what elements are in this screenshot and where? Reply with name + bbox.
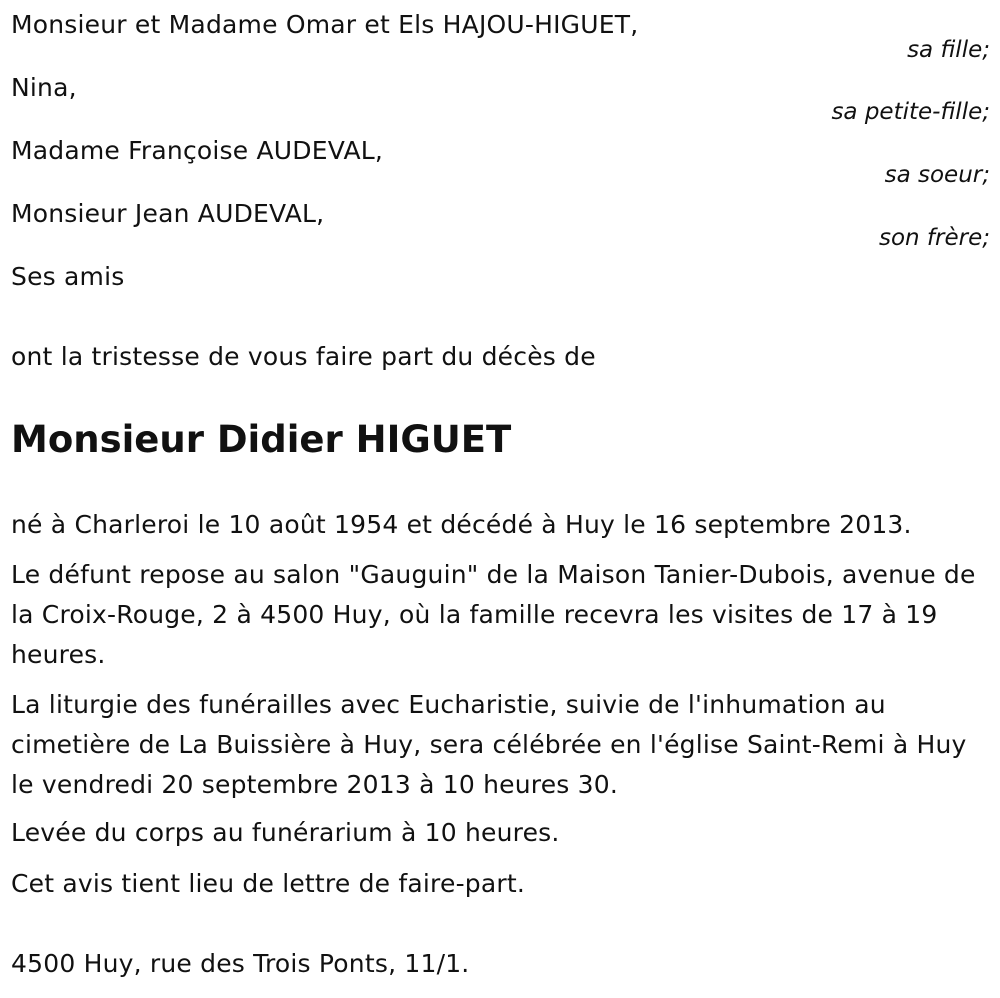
birth-death-paragraph: né à Charleroi le 10 août 1954 et décédé à Huy le 16 septembre 2013.	[11, 510, 912, 539]
friends-line: Ses amis	[11, 262, 125, 291]
deceased-name: Monsieur Didier HIGUET	[11, 418, 512, 461]
address-line: 4500 Huy, rue des Trois Ponts, 11/1.	[11, 949, 470, 978]
levee-paragraph: Levée du corps au funérarium à 10 heures.	[11, 818, 560, 847]
family-member-name: Monsieur Jean AUDEVAL,	[11, 199, 325, 228]
family-member-relation: sa fille;	[907, 37, 990, 63]
announcement-line: ont la tristesse de vous faire part du décès de	[11, 342, 596, 371]
family-member-name: Madame Françoise AUDEVAL,	[11, 136, 384, 165]
family-member-name: Monsieur et Madame Omar et Els HAJOU-HIGUET,	[11, 10, 639, 39]
viewing-paragraph: Le défunt repose au salon "Gauguin" de la Maison Tanier-Dubois, avenue de la Croix-Rouge, 2 à 4500 Huy, où la famille recevra les visites de 17 à 19 heures.	[11, 560, 976, 669]
family-member-relation: son frère;	[878, 225, 990, 251]
family-member-name: Nina,	[11, 73, 77, 102]
family-member-relation: sa petite-fille;	[831, 99, 990, 125]
notice-paragraph: Cet avis tient lieu de lettre de faire-part.	[11, 869, 526, 898]
liturgy-paragraph: La liturgie des funérailles avec Eucharistie, suivie de l'inhumation au cimetière de La Buissière à Huy, sera célébrée en l'église Saint-Remi à Huy le vendredi 20 septembre 2013 à 10 heures 30.	[11, 690, 967, 799]
family-member-relation: sa soeur;	[884, 162, 990, 188]
